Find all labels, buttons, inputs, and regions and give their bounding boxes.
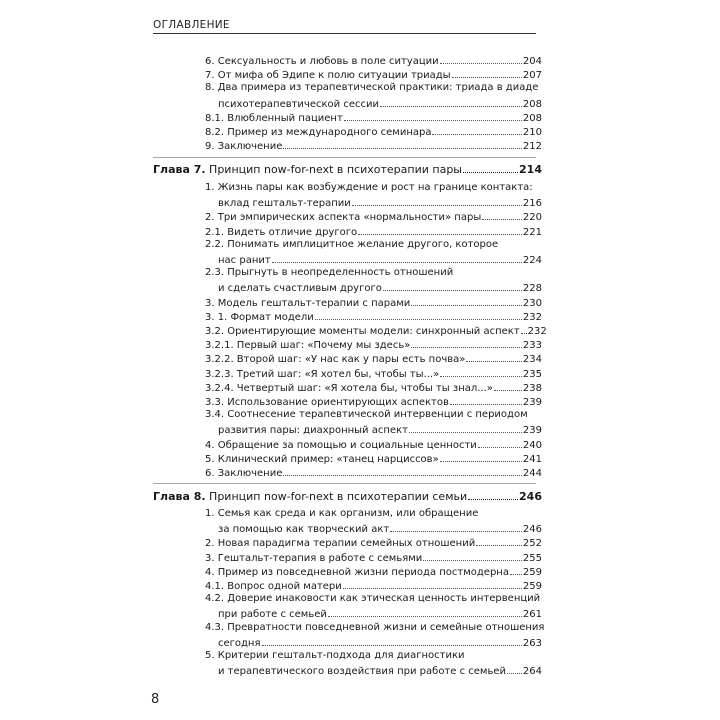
toc-entry-title: 1. Жизнь пары как возбуждение и рост на границе контакта: [205,182,533,193]
toc-entry-page: 255 [522,552,542,564]
toc-entry-title: 3. 1. Формат модели [205,311,314,323]
toc-entry-page: 204 [522,56,542,67]
toc-entry [218,664,542,678]
toc-entry-page: 252 [522,538,542,550]
dot-leader [521,324,527,334]
toc-entry-title: 3.3. Использование ориентирующих аспектов [205,397,449,408]
toc-entry-title: 4. Пример из повседневной жизни периода постмодерна [205,566,509,578]
chapter-separator [153,483,536,484]
dot-leader [411,338,522,348]
dot-leader [507,664,522,674]
toc-entry-page: 259 [522,566,542,578]
dot-leader [440,367,522,377]
toc-entry-title: 3.2. Ориентирующие моменты модели: синхронный аспект [205,326,520,337]
dot-leader [272,253,522,263]
toc-entry-page: 216 [522,198,542,210]
toc-entry-title: 2. Три эмпирических аспекта «нормальности» пары [205,212,482,224]
toc-entry-page: 233 [522,340,542,352]
dot-leader [262,636,522,646]
dot-leader [380,97,522,107]
toc-entry-title: 6. Сексуальность и любовь в поле ситуации [205,56,439,67]
dot-leader [468,490,518,500]
toc-entry-page: 239 [522,425,542,437]
dot-leader [411,296,522,306]
dot-leader [440,452,522,462]
dot-leader [476,536,522,546]
dot-leader [452,68,522,78]
dot-leader [283,139,522,149]
dot-leader [482,210,522,220]
toc-entry-title: и терапевтического воздействия при работе с семьей [218,666,507,678]
toc-entry [205,296,542,310]
toc-entry [205,324,547,338]
toc-entry-title: 3.2.3. Третий шаг: «Я хотел бы, чтобы ты...» [205,368,440,380]
toc-entry-title: психотерапевтической сессии [218,98,379,110]
toc-entry [205,352,542,366]
chapter-title: Принцип now-for-next в психотерапии семьи [209,490,468,503]
dot-leader [352,196,522,206]
toc-entry [205,338,542,352]
toc-entry [205,210,542,224]
chapter-page: 214 [519,163,542,176]
toc-entry-title: нас ранит [218,255,271,266]
toc-entry-title: за помощью как творческий акт [218,524,390,536]
toc-entry-title: 2. Новая парадигма терапии семейных отношений [205,538,476,550]
toc-entry-title: 2.1. Видеть отличие другого [205,226,358,238]
chapter-label: Глава 7. [153,163,206,176]
dot-leader [478,438,522,448]
toc-entry-title: 5. Клинический пример: «танец нарциссов» [205,453,439,465]
dot-leader [328,607,522,617]
toc-entry-page: 234 [522,354,542,366]
dot-leader [423,551,522,561]
toc-entry [218,196,542,210]
toc-entry-page: 241 [522,453,542,465]
toc-entry-title: 1. Семья как среда и как организм, или обращение [205,508,479,519]
toc-entry [205,82,542,94]
toc-entry-page: 230 [522,297,542,309]
toc-entry [218,97,542,111]
dot-leader [432,125,521,135]
toc-entry [218,522,542,536]
toc-entry-title: 3.4. Соотнесение терапевтической интервенции с периодом [205,409,528,421]
toc-entry-title: развития пары: диахронный аспект [218,425,408,437]
toc-entry-page: 208 [522,98,542,110]
toc-entry [218,636,542,650]
dot-leader [315,310,522,320]
toc-entry-page: 261 [522,609,542,621]
toc-entry-page: 220 [522,212,542,224]
dot-leader [344,111,522,121]
dot-leader [383,281,522,291]
toc-entry [205,650,542,662]
toc-entry-page: 238 [522,382,542,394]
toc-entry-page: 207 [522,70,542,82]
dot-leader [494,381,522,391]
toc-entry [205,551,542,565]
toc-entry-page: 264 [522,666,542,678]
toc-entry [205,508,542,520]
toc-entry-title: 3.2.4. Четвертый шаг: «Я хотела бы, чтобы ты знал...» [205,382,493,394]
toc-entry [218,423,542,437]
toc-entry-title: 8.1. Влюбленный пациент [205,112,343,124]
toc-entry-title: 6. Заключение [205,468,283,479]
toc-entry [205,409,542,421]
toc-entry [205,54,542,68]
toc-entry-page: 244 [522,468,542,479]
chapter-separator [153,157,536,158]
toc-entry-title: вклад гештальт-терапии [218,198,351,210]
toc-entry-title: 5. Критерии гештальт-подхода для диагностики [205,650,465,661]
toc-entry [205,310,542,324]
toc-entry-title: 8.2. Пример из международного семинара [205,127,432,138]
dot-leader [510,565,522,575]
toc-entry [205,579,542,593]
dot-leader [463,163,518,173]
running-header: ОГЛАВЛЕНИЕ [153,19,230,31]
toc-entry-title: 3. Гештальт-терапия в работе с семьями [205,552,423,564]
toc-entry [218,253,542,267]
toc-entry [205,225,542,239]
toc-entry [218,281,542,295]
toc-entry-page: 212 [522,141,542,153]
toc-entry [205,111,542,125]
toc-entry [218,607,542,621]
toc-entry-page: 246 [522,524,542,536]
toc-entry-page: 224 [522,255,542,266]
toc-entry-title: 4.1. Вопрос одной матери [205,581,342,592]
dot-leader [343,579,522,589]
toc-entry [205,452,542,466]
toc-entry [205,395,542,409]
toc-entry-title: 3.2.1. Первый шаг: «Почему мы здесь» [205,340,411,352]
toc-entry-title: 9. Заключение [205,141,283,153]
chapter-heading [153,490,542,503]
dot-leader [440,54,522,64]
toc-entry-title: 2.2. Понимать имплицитное желание другого, которое [205,238,499,250]
chapter-title: Принцип now-for-next в психотерапии пары [209,163,462,176]
toc-entry [205,267,542,279]
toc-entry [205,139,542,153]
toc-entry-title: 4.3. Превратности повседневной жизни и семейные отношения [205,621,545,633]
dot-leader [390,522,522,532]
toc-entry-title: 2.3. Прыгнуть в неопределенность отношений [205,267,454,279]
dot-leader [283,466,522,476]
chapter-page: 246 [519,490,542,503]
toc-entry [205,367,542,381]
chapter-label: Глава 8. [153,490,206,503]
toc-entry [205,621,545,634]
toc-entry [205,593,542,605]
toc-entry-page: 239 [522,397,542,408]
toc-entry-title: 8. Два примера из терапевтической практики: триада в диаде [205,82,539,94]
toc-entry-page: 240 [522,439,542,451]
toc-entry-page: 221 [522,226,542,238]
toc-entry-title: при работе с семьей [218,609,327,621]
toc-entry [205,68,542,82]
dot-leader [466,352,522,362]
toc-entry-page: 235 [522,368,542,380]
toc-entry-title: сегодня [218,637,261,649]
dot-leader [358,225,522,235]
toc-entry-title: 4.2. Доверие инаковости как этическая ценность интервенций [205,593,541,605]
toc-entry [205,182,542,194]
toc-entry [205,381,542,395]
toc-entry [205,125,542,139]
toc-entry-page: 232 [527,326,547,337]
toc-entry [205,565,542,579]
toc-entry-page: 259 [522,581,542,592]
dot-leader [409,423,522,433]
toc-entry [205,239,542,251]
toc-entry-page: 210 [522,127,542,138]
toc-entry-title: 7. От мифа об Эдипе к полю ситуации триады [205,70,451,82]
toc-entry-title: 3.2.2. Второй шаг: «У нас как у пары есть почва» [205,354,466,366]
toc-entry [205,536,542,550]
toc-entry [205,466,542,480]
toc-entry-title: 3. Модель гештальт-терапии с парами [205,297,411,309]
dot-leader [450,395,522,405]
toc-entry-page: 232 [522,311,542,323]
toc-entry-page: 208 [522,112,542,124]
page-number: 8 [151,692,160,707]
chapter-heading [153,163,542,176]
toc-entry [205,438,542,452]
toc-entry-title: и сделать счастливым другого [218,283,382,295]
toc-entry-title: 4. Обращение за помощью и социальные ценности [205,439,477,451]
toc-entry-page: 263 [522,637,542,649]
toc-entry-page: 228 [522,283,542,295]
